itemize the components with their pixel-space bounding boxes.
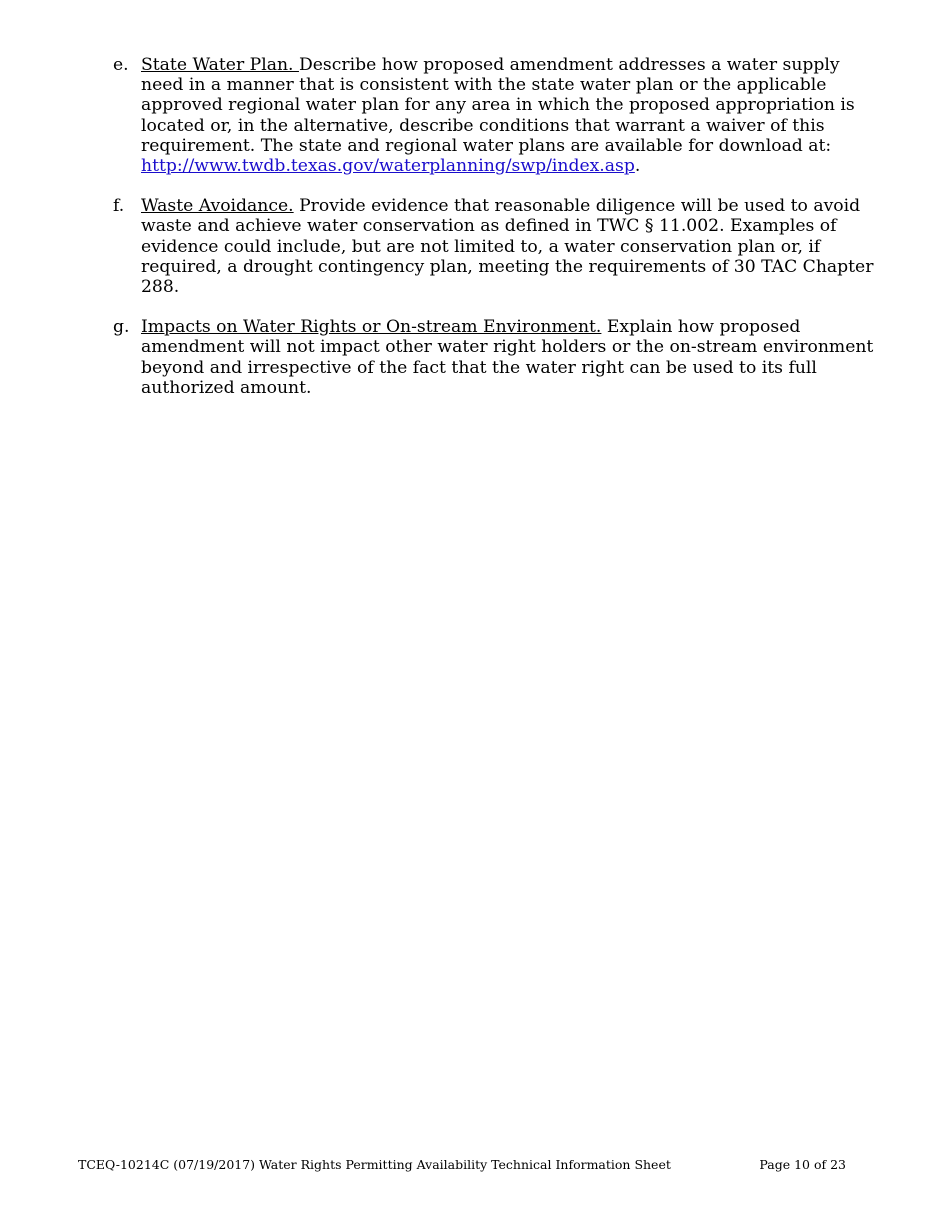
- list-item-state-water-plan: [113, 55, 883, 176]
- item-body: Provide evidence that reasonable diligence will be used to avoid waste and achieve water conservation as defined in TWC § 11.002. Examples of evidence could include, but are not limited to, a water conservation plan or, if required, a drought contingency plan, meeting the requirements of 30 TAC Chapter 288.: [141, 196, 874, 298]
- twdb-water-plan-link[interactable]: http://www.twdb.texas.gov/waterplanning/swp/index.asp: [141, 156, 635, 177]
- list-item-impacts: [113, 317, 883, 398]
- list-item-waste-avoidance: [113, 196, 883, 297]
- item-heading: Impacts on Water Rights or On-stream Environment.: [141, 317, 602, 338]
- item-body: Describe how proposed amendment addresses a water supply need in a manner that is consistent with the state water plan or the applicable approved regional water plan for any area in which the proposed appropriation is located or, in the alternative, describe conditions that warrant a waiver of this requirement. The state and regional water plans are available for download at:: [141, 55, 855, 156]
- list-marker: e.: [113, 55, 129, 75]
- footer-form-id: TCEQ-10214C (07/19/2017) Water Rights Permitting Availability Technical Information Sheet: [78, 1157, 671, 1172]
- instruction-list: [113, 55, 883, 418]
- item-body-end: .: [634, 156, 641, 177]
- list-marker: f.: [113, 196, 125, 217]
- footer-page-number: Page 10 of 23: [759, 1157, 846, 1172]
- list-marker: g.: [113, 317, 130, 338]
- item-body: Explain how proposed amendment will not impact other water right holders or the on-stream environment beyond and irrespective of the fact that the water right can be used to its full authorized amount.: [141, 317, 874, 398]
- item-heading: State Water Plan.: [141, 55, 299, 75]
- item-heading: Waste Avoidance.: [141, 196, 294, 217]
